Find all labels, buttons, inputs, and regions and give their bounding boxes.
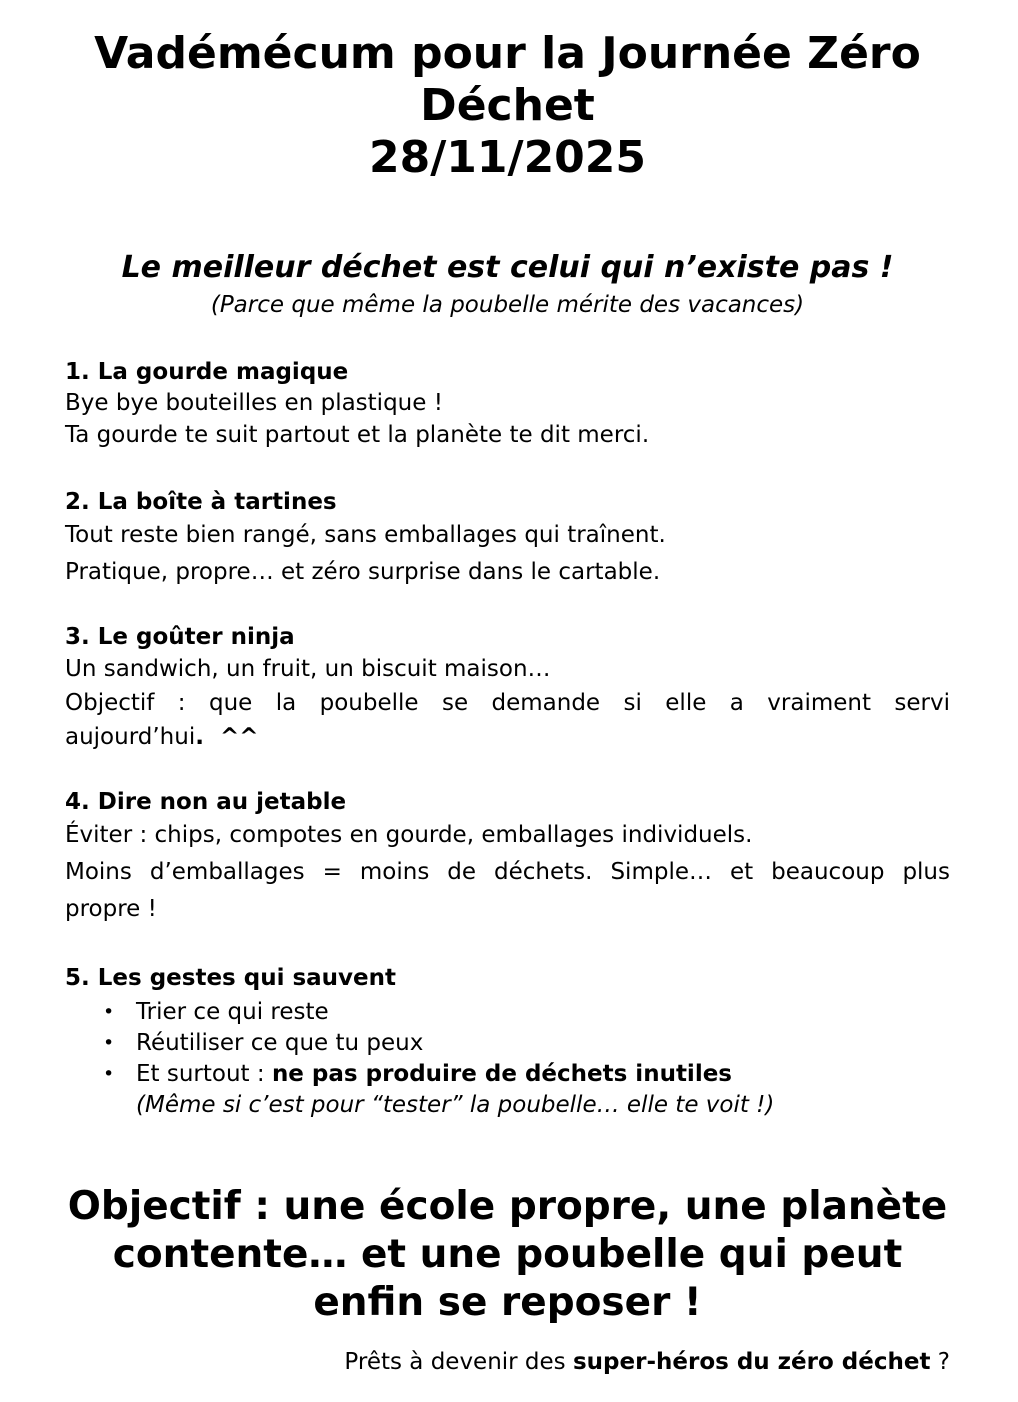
section-4-line-2: Moins d’emballages = moins de déchets. Simple… et beaucoup plus xyxy=(65,859,950,885)
section-3-line-3-bold: . ^^ xyxy=(195,724,259,750)
bullet-text-bold: ne pas produire de déchets inutiles xyxy=(271,1061,732,1087)
tagline-note: (Parce que même la poubelle mérite des vacances) xyxy=(210,292,805,318)
section-3-line-3-normal: aujourd’hui xyxy=(65,724,196,750)
section-4-line-3: propre ! xyxy=(65,896,157,922)
footer-bold: super-héros du zéro déchet xyxy=(572,1349,931,1375)
section-1-line-2: Ta gourde te suit partout et la planète te dit merci. xyxy=(65,422,650,448)
footer-question xyxy=(65,1347,950,1378)
bullet-icon: • xyxy=(103,1001,115,1023)
footer-suffix: ? xyxy=(930,1349,950,1375)
section-3-line-3 xyxy=(65,720,950,754)
bullet-item-trier xyxy=(65,997,950,1028)
section-2-line-1: Tout reste bien rangé, sans emballages qui traînent. xyxy=(65,522,666,548)
section-gouter-ninja xyxy=(65,622,950,754)
section-gourde-magique xyxy=(65,357,950,451)
closing-line-3: enfin se reposer ! xyxy=(313,1280,702,1325)
title-line-2: Déchet xyxy=(420,80,595,131)
title-line-3: 28/11/2025 xyxy=(368,132,647,183)
bullet-item-et-surtout xyxy=(65,1059,950,1121)
section-5-heading: 5. Les gestes qui sauvent xyxy=(65,965,397,991)
bullet-icon: • xyxy=(103,1032,115,1054)
bullet-item-reutiliser xyxy=(65,1028,950,1059)
section-3-line-1: Un sandwich, un fruit, un biscuit maison… xyxy=(65,656,551,682)
section-2-heading: 2. La boîte à tartines xyxy=(65,489,337,515)
page-title xyxy=(65,28,950,184)
bullet-text-prefix: Et surtout : xyxy=(136,1061,272,1087)
closing-line-1: Objectif : une école propre, une planète xyxy=(67,1184,948,1229)
section-dire-non-jetable xyxy=(65,787,950,928)
bullet-text: Trier ce qui reste xyxy=(136,999,329,1025)
section-4-heading: 4. Dire non au jetable xyxy=(65,789,347,815)
bullet-text: Réutiliser ce que tu peux xyxy=(136,1030,424,1056)
section-gestes-qui-sauvent xyxy=(65,963,950,1121)
bullet-icon: • xyxy=(103,1063,115,1085)
closing-line-2: contente… et une poubelle qui peut xyxy=(112,1232,903,1277)
section-boite-tartines xyxy=(65,487,950,591)
section-2-line-2: Pratique, propre… et zéro surprise dans le cartable. xyxy=(65,559,661,585)
section-3-line-2: Objectif : que la poubelle se demande si elle a vraiment servi xyxy=(65,690,950,716)
bullet-text-block xyxy=(136,1059,774,1121)
bullet-list xyxy=(65,997,950,1121)
title-line-1: Vadémécum pour la Journée Zéro xyxy=(94,28,921,79)
section-1-line-1: Bye bye bouteilles en plastique ! xyxy=(65,390,443,416)
tagline: Le meilleur déchet est celui qui n’existe pas ! xyxy=(121,250,894,285)
section-4-line-1: Éviter : chips, compotes en gourde, emballages individuels. xyxy=(65,822,753,848)
footer-prefix: Prêts à devenir des xyxy=(344,1349,573,1375)
section-1-heading: 1. La gourde magique xyxy=(65,359,349,385)
section-3-heading: 3. Le goûter ninja xyxy=(65,624,295,650)
bullet-note: (Même si c’est pour “tester” la poubelle… elle te voit !) xyxy=(136,1092,775,1118)
closing-heading xyxy=(65,1183,950,1327)
